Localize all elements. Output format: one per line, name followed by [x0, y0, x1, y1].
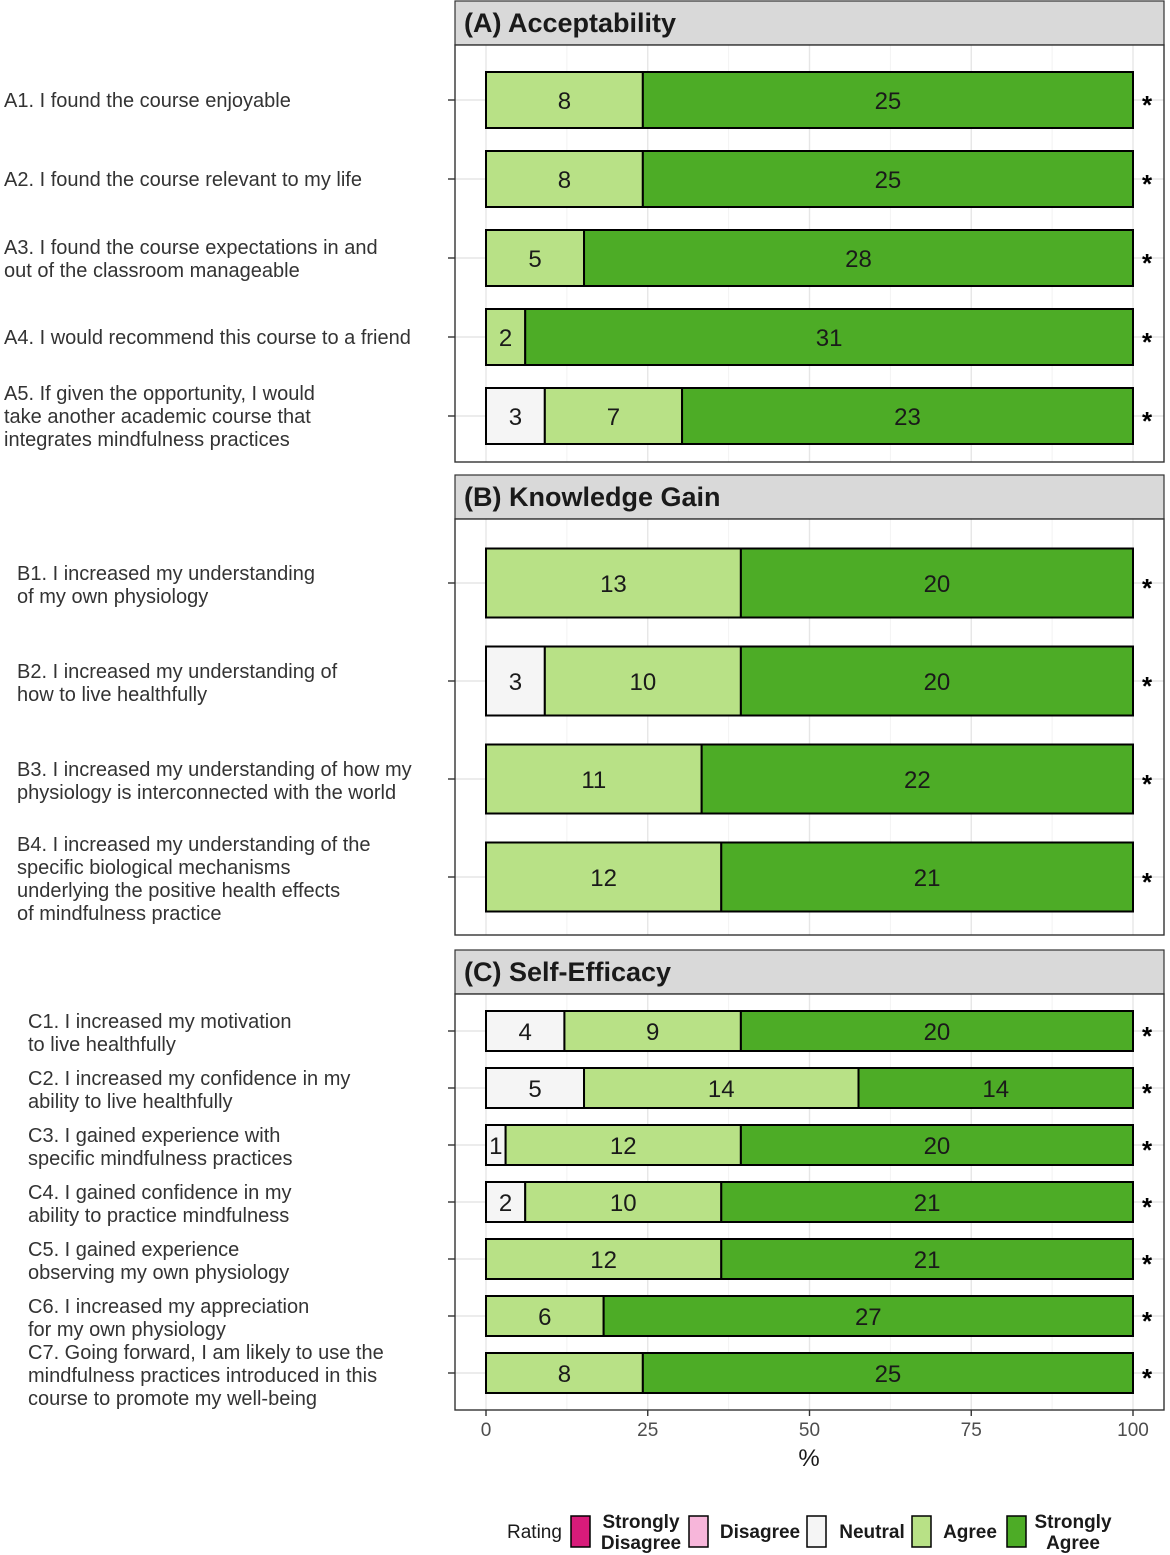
bar-count-label: 20 — [923, 571, 951, 598]
significance-marker: * — [1141, 1078, 1153, 1108]
question-label-line: A4. I would recommend this course to a friend — [4, 327, 411, 349]
bar-count-label: 20 — [923, 1133, 951, 1160]
bar-count-label: 31 — [815, 325, 843, 352]
significance-marker: * — [1141, 1363, 1153, 1393]
legend-title: Rating — [507, 1522, 562, 1543]
significance-marker: * — [1141, 573, 1153, 603]
legend-key-agree — [912, 1516, 931, 1547]
question-row — [4, 309, 1153, 365]
bar-count-label: 27 — [854, 1304, 882, 1331]
bar-count-label: 12 — [590, 865, 617, 892]
bar-count-label: 28 — [845, 246, 872, 273]
question-label-line: A2. I found the course relevant to my life — [4, 169, 362, 191]
x-tick-label: 25 — [637, 1420, 659, 1441]
bar-count-label: 20 — [923, 669, 951, 696]
bar-count-label: 20 — [923, 1019, 951, 1046]
significance-marker: * — [1141, 327, 1153, 357]
question-row — [28, 1068, 1153, 1113]
significance-marker: * — [1141, 1306, 1153, 1336]
question-label-line: physiology is interconnected with the world — [17, 782, 397, 804]
question-row — [4, 383, 1153, 451]
bar-count-label: 3 — [508, 404, 523, 431]
significance-marker: * — [1141, 90, 1153, 120]
question-label-line: C7. Going forward, I am likely to use the — [28, 1342, 384, 1364]
bar-count-label: 10 — [629, 669, 657, 696]
x-tick-label: 100 — [1117, 1420, 1149, 1441]
question-label-line: B4. I increased my understanding of the — [17, 834, 371, 856]
question-label-line: specific biological mechanisms — [17, 857, 291, 879]
question-label-line: for my own physiology — [28, 1319, 226, 1341]
question-label-line: underlying the positive health effects — [17, 880, 341, 902]
question-row — [4, 151, 1153, 207]
bar-count-label: 7 — [606, 404, 621, 431]
bar-count-label: 10 — [609, 1190, 637, 1217]
question-label-line: take another academic course that — [4, 406, 311, 428]
legend — [507, 1512, 1112, 1554]
legend-label: Disagree — [719, 1522, 801, 1543]
question-label-line: C5. I gained experience — [28, 1239, 240, 1261]
significance-marker: * — [1141, 1192, 1153, 1222]
legend-key-strongly-agree — [1007, 1516, 1026, 1547]
legend-label: Agree — [943, 1522, 997, 1543]
question-label-line: of my own physiology — [17, 586, 209, 608]
question-row — [17, 549, 1153, 618]
question-row — [28, 1182, 1153, 1227]
question-label-line: B3. I increased my understanding of how my — [17, 759, 412, 781]
significance-marker: * — [1141, 867, 1153, 897]
bar-count-label: 21 — [913, 1247, 941, 1274]
bar-count-label: 5 — [528, 1076, 542, 1103]
question-label-line: A1. I found the course enjoyable — [4, 90, 291, 112]
question-label-line: B2. I increased my understanding of — [17, 661, 338, 683]
question-row — [17, 647, 1153, 716]
bar-count-label: 3 — [508, 669, 523, 696]
question-label-line: course to promote my well-being — [28, 1388, 318, 1410]
question-row — [28, 1011, 1153, 1056]
panel-title: (C) Self-Efficacy — [464, 957, 672, 987]
significance-marker: * — [1141, 248, 1153, 278]
significance-marker: * — [1141, 169, 1153, 199]
bar-count-label: 14 — [707, 1076, 735, 1103]
significance-marker: * — [1141, 406, 1153, 436]
bar-count-label: 25 — [874, 88, 902, 115]
bar-count-label: 8 — [557, 88, 572, 115]
legend-key-strongly-disagree — [571, 1516, 590, 1547]
x-axis-title: % — [798, 1445, 820, 1472]
question-label-line: of mindfulness practice — [17, 903, 222, 925]
x-tick-label: 0 — [480, 1420, 492, 1441]
question-label-line: ability to live healthfully — [28, 1091, 233, 1113]
question-row — [17, 745, 1153, 814]
panel-0 — [4, 1, 1164, 462]
bar-count-label: 9 — [645, 1019, 660, 1046]
question-label-line: mindfulness practices introduced in this — [28, 1365, 378, 1387]
significance-marker: * — [1141, 769, 1153, 799]
question-label-line: A5. If given the opportunity, I would — [4, 383, 315, 405]
panel-title: (B) Knowledge Gain — [464, 482, 721, 512]
question-label-line: observing my own physiology — [28, 1262, 290, 1284]
question-row — [28, 1239, 1153, 1284]
question-label-line: C2. I increased my confidence in my — [28, 1068, 351, 1090]
panel-title: (A) Acceptability — [464, 8, 677, 38]
bar-count-label: 25 — [874, 167, 902, 194]
legend-key-disagree — [689, 1516, 708, 1547]
question-label-line: A3. I found the course expectations in and — [4, 237, 378, 259]
question-row — [28, 1125, 1153, 1170]
bar-count-label: 12 — [609, 1133, 637, 1160]
question-label-line: B1. I increased my understanding — [17, 563, 315, 585]
significance-marker: * — [1141, 671, 1153, 701]
bar-count-label: 14 — [982, 1076, 1010, 1103]
bar-count-label: 25 — [874, 1361, 902, 1388]
bar-count-label: 5 — [528, 246, 542, 273]
question-row — [17, 834, 1153, 925]
legend-key-neutral — [807, 1516, 826, 1547]
x-tick-label: 50 — [798, 1420, 821, 1441]
panel-2 — [28, 950, 1164, 1410]
question-row — [4, 230, 1153, 286]
question-label-line: integrates mindfulness practices — [4, 429, 290, 451]
bar-count-label: 1 — [489, 1133, 503, 1160]
significance-marker: * — [1141, 1135, 1153, 1165]
question-label-line: to live healthfully — [28, 1034, 176, 1056]
significance-marker: * — [1141, 1249, 1153, 1279]
question-label-line: C4. I gained confidence in my — [28, 1182, 292, 1204]
bar-count-label: 11 — [581, 767, 607, 794]
bar-count-label: 6 — [538, 1304, 552, 1331]
legend-label: Strongly Disagree — [600, 1512, 682, 1554]
question-label-line: C6. I increased my appreciation — [28, 1296, 310, 1318]
legend-label: Strongly Agree — [1034, 1512, 1112, 1554]
bar-count-label: 21 — [913, 1190, 941, 1217]
bar-count-label: 8 — [557, 167, 572, 194]
bar-count-label: 13 — [600, 571, 627, 598]
question-label-line: C3. I gained experience with — [28, 1125, 281, 1147]
bar-count-label: 23 — [894, 404, 921, 431]
question-label-line: out of the classroom manageable — [4, 260, 300, 282]
bar-count-label: 4 — [518, 1019, 532, 1046]
bar-count-label: 12 — [590, 1247, 617, 1274]
bar-count-label: 22 — [903, 767, 931, 794]
panel-1 — [17, 475, 1164, 935]
question-label-line: specific mindfulness practices — [28, 1148, 293, 1170]
question-row — [4, 72, 1153, 128]
x-tick-label: 75 — [960, 1420, 982, 1441]
question-label-line: ability to practice mindfulness — [28, 1205, 290, 1227]
question-label-line: C1. I increased my motivation — [28, 1011, 292, 1033]
question-label-line: how to live healthfully — [17, 684, 208, 706]
bar-count-label: 2 — [498, 1190, 513, 1217]
bar-count-label: 8 — [557, 1361, 572, 1388]
significance-marker: * — [1141, 1021, 1153, 1051]
bar-count-label: 21 — [913, 865, 941, 892]
bar-count-label: 2 — [498, 325, 513, 352]
question-row — [28, 1296, 1153, 1341]
legend-label: Neutral — [839, 1522, 905, 1543]
